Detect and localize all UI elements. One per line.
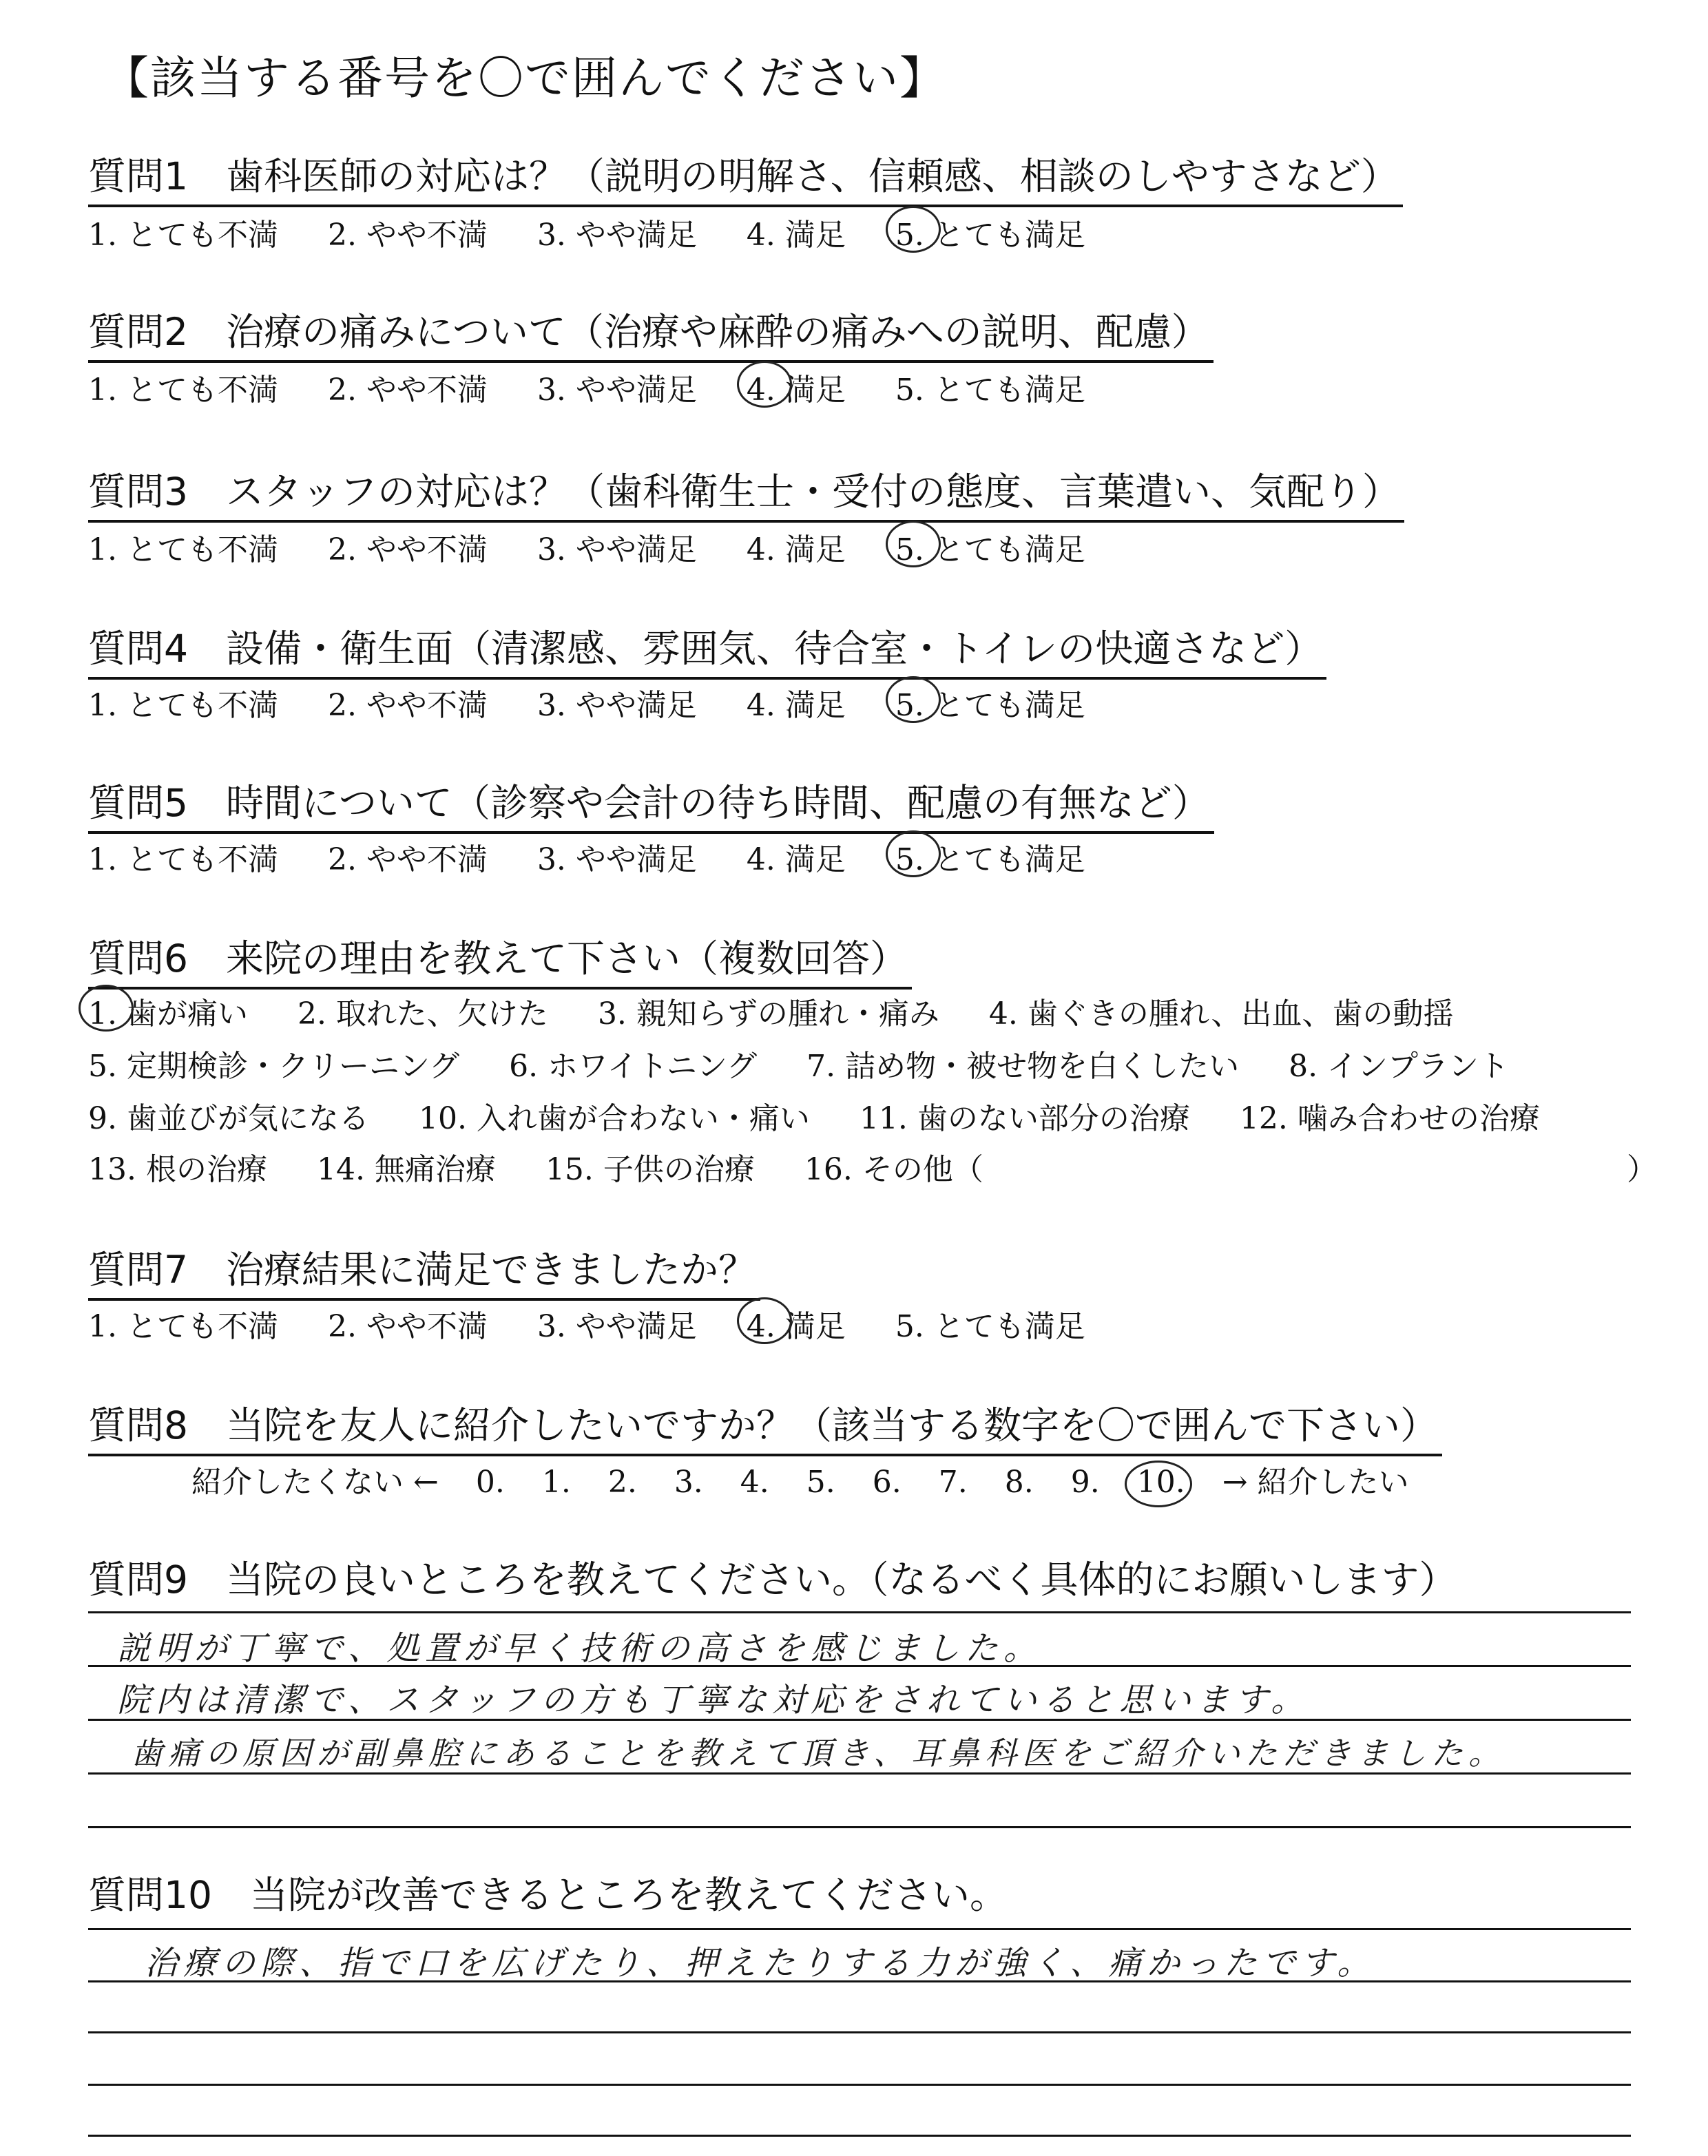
option[interactable]: 3. やや満足 (537, 218, 697, 253)
question-6-title: 質問6 来院の理由を教えて下さい（複数回答） (88, 928, 912, 990)
question-2-options (88, 365, 1125, 409)
answer-line (88, 1772, 1631, 1775)
q9-answer-3[interactable]: 歯痛の原因が副鼻腔にあることを教えて頂き、耳鼻科医をご紹介いただきました。 (131, 1735, 1506, 1772)
scale-option[interactable]: 3. (674, 1465, 703, 1500)
scale-option[interactable]: 5. (806, 1465, 835, 1500)
option[interactable]: 1. とても不満 (88, 218, 278, 253)
question-8-scale (191, 1457, 1437, 1501)
question-1-options (88, 210, 1125, 254)
answer-line (88, 1928, 1631, 1930)
answer-line (88, 1611, 1631, 1613)
question-4-title: 質問4 設備・衛生面（清潔感、雰囲気、待合室・トイレの快適さなど） (88, 618, 1326, 680)
option[interactable]: 4. 満足 (746, 532, 846, 567)
question-8 (88, 1395, 1442, 1456)
question-3-options (88, 525, 1125, 569)
question-1 (88, 146, 1403, 207)
option[interactable]: 15. 子供の治療 (545, 1152, 755, 1187)
option[interactable]: 3. 親知らずの腫れ・痛み (597, 996, 939, 1032)
option[interactable]: 4. 満足 (746, 688, 846, 723)
answer-line (88, 2084, 1631, 2086)
option[interactable]: 1. とても不満 (88, 532, 278, 567)
question-5 (88, 773, 1214, 834)
option[interactable]: 4. 歯ぐきの腫れ、出血、歯の動揺 (988, 996, 1454, 1032)
scale-option[interactable]: 6. (872, 1465, 902, 1500)
option[interactable]: 3. やや満足 (537, 373, 697, 408)
option[interactable]: 3. やや満足 (537, 1309, 697, 1344)
option-selected[interactable]: 1. 歯が痛い (88, 989, 248, 1033)
question-1-title: 質問1 歯科医師の対応は？（説明の明解さ、信頼感、相談のしやすさなど） (88, 146, 1403, 207)
option[interactable]: 3. やや満足 (537, 842, 697, 877)
option-selected[interactable]: 5. とても満足 (895, 835, 1085, 879)
option[interactable]: 1. とても不満 (88, 1309, 278, 1344)
option[interactable]: 2. やや不満 (327, 688, 488, 723)
q10-answer-1[interactable]: 治療の際、指で口を広げたり、押えたりする力が強く、痛かったです。 (145, 1944, 1376, 1982)
question-5-options (88, 835, 1125, 879)
question-8-title: 質問8 当院を友人に紹介したいですか？（該当する数字を〇で囲んで下さい） (88, 1395, 1442, 1456)
option[interactable]: 4. 満足 (746, 842, 846, 877)
scale-option[interactable]: 9. (1070, 1465, 1100, 1500)
option[interactable]: 2. やや不満 (327, 373, 488, 408)
answer-line (88, 1665, 1631, 1667)
option[interactable]: 5. 定期検診・クリーニング (88, 1049, 460, 1084)
question-5-title: 質問5 時間について（診察や会計の待ち時間、配慮の有無など） (88, 773, 1214, 834)
scale-option[interactable]: 8. (1004, 1465, 1034, 1500)
question-2-title: 質問2 治療の痛みについて（治療や麻酔の痛みへの説明、配慮） (88, 302, 1214, 363)
option[interactable]: 2. 取れた、欠けた (297, 996, 548, 1032)
answer-line (88, 2031, 1631, 2033)
option[interactable]: 1. とても不満 (88, 688, 278, 723)
option[interactable]: 3. やや満足 (537, 532, 697, 567)
option[interactable]: 8. インプラント (1289, 1049, 1510, 1084)
answer-line (88, 1719, 1631, 1721)
question-4 (88, 618, 1326, 680)
option[interactable]: 2. やや不満 (327, 842, 488, 877)
q9-answer-2[interactable]: 院内は清潔で、スタッフの方も丁寧な対応をされていると思います。 (117, 1681, 1310, 1719)
option-selected[interactable]: 4. 満足 (747, 1301, 846, 1346)
question-9-title: 質問9 当院の良いところを教えてください。（なるべく具体的にお願いします） (88, 1558, 1457, 1602)
question-9 (88, 1549, 1461, 1608)
question-6-row-1 (88, 989, 1494, 1033)
answer-line (88, 2135, 1631, 2137)
question-10-title: 質問10 当院が改善できるところを教えてください。 (88, 1873, 1008, 1917)
page-heading: 【該当する番号を〇で囲んでください】 (103, 52, 946, 105)
option[interactable]: 12. 噛み合わせの治療 (1239, 1101, 1540, 1136)
option[interactable]: 16. その他（ (804, 1152, 983, 1187)
scale-option[interactable]: 4. (740, 1465, 769, 1500)
question-6-row-3 (88, 1093, 1580, 1138)
option[interactable]: 5. とても満足 (895, 1309, 1085, 1344)
question-10 (88, 1865, 1012, 1923)
scale-left-label: 紹介したくない ← (191, 1465, 439, 1500)
option[interactable]: 6. ホワイトニング (509, 1049, 758, 1084)
option[interactable]: 10. 入れ歯が合わない・痛い (418, 1101, 810, 1136)
scale-right-label: → 紹介したい (1222, 1465, 1409, 1500)
question-7-options (88, 1301, 1125, 1346)
option-selected[interactable]: 4. 満足 (747, 365, 846, 409)
option-selected[interactable]: 5. とても満足 (895, 680, 1085, 724)
question-7 (88, 1239, 760, 1301)
answer-line (88, 1980, 1631, 1982)
q9-answer-1[interactable]: 説明が丁寧で、処置が早く技術の高さを感じました。 (117, 1629, 1043, 1668)
option[interactable]: 7. 詰め物・被せ物を白くしたい (806, 1049, 1240, 1084)
question-3-title: 質問3 スタッフの対応は？（歯科衛生士・受付の態度、言葉遣い、気配り） (88, 461, 1404, 523)
option[interactable]: 5. とても満足 (895, 373, 1085, 408)
option[interactable]: 3. やや満足 (537, 688, 697, 723)
option[interactable]: 2. やや不満 (327, 218, 488, 253)
question-7-title: 質問7 治療結果に満足できましたか？ (88, 1239, 760, 1301)
option[interactable]: 14. 無痛治療 (316, 1152, 496, 1187)
scale-option[interactable]: 0. (475, 1465, 505, 1500)
answer-line (88, 1826, 1631, 1828)
option[interactable]: 11. 歯のない部分の治療 (859, 1101, 1190, 1136)
question-2 (88, 302, 1214, 363)
option[interactable]: 13. 根の治療 (88, 1152, 267, 1187)
question-6-row-4 (88, 1144, 1023, 1189)
question-6-row-2 (88, 1041, 1549, 1085)
option[interactable]: 4. 満足 (746, 218, 846, 253)
option[interactable]: 1. とても不満 (88, 373, 278, 408)
scale-option[interactable]: 1. (541, 1465, 571, 1500)
scale-option[interactable]: 7. (938, 1465, 968, 1500)
option[interactable]: 1. とても不満 (88, 842, 278, 877)
option-selected[interactable]: 5. とても満足 (895, 210, 1085, 254)
option[interactable]: 2. やや不満 (327, 532, 488, 567)
option-selected[interactable]: 5. とても満足 (895, 525, 1085, 569)
other-close-paren: ） (1627, 1152, 1657, 1187)
scale-option[interactable]: 2. (607, 1465, 637, 1500)
question-4-options (88, 680, 1125, 724)
question-6 (88, 928, 912, 990)
option[interactable]: 2. やや不満 (327, 1309, 488, 1344)
option[interactable]: 9. 歯並びが気になる (88, 1101, 369, 1136)
question-3 (88, 461, 1404, 523)
scale-option-selected[interactable]: 10. (1136, 1465, 1185, 1500)
